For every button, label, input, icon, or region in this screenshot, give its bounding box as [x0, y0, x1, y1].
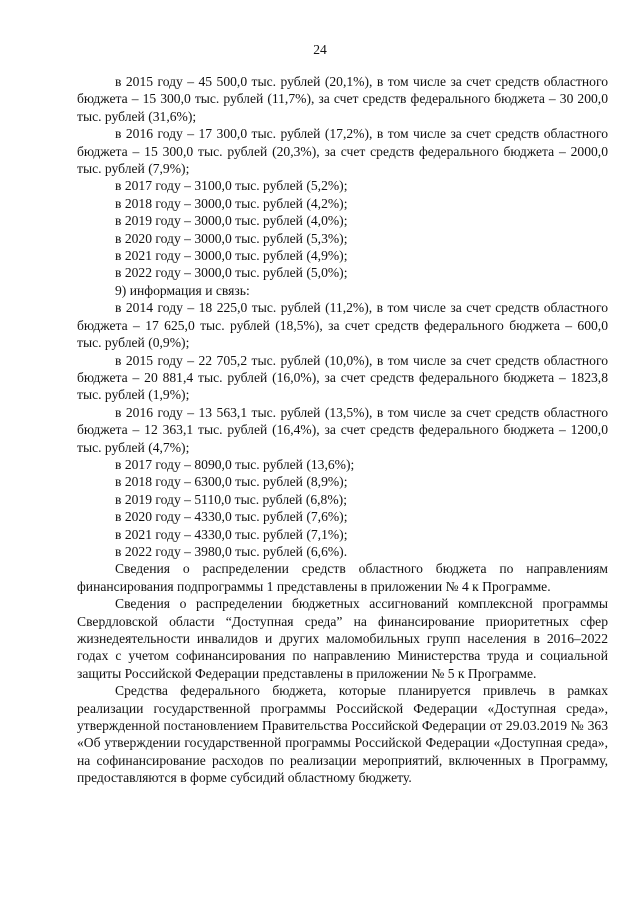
paragraph-info-2019: в 2019 году – 5110,0 тыс. рублей (6,8%); [115, 491, 347, 507]
paragraph-info-2017: в 2017 году – 8090,0 тыс. рублей (13,6%); [115, 456, 355, 472]
paragraph-2022-funding: в 2022 году – 3000,0 тыс. рублей (5,0%); [115, 265, 348, 281]
paragraph-info-2018: в 2018 году – 6300,0 тыс. рублей (8,9%); [115, 474, 348, 490]
paragraph-federal-budget: Средства федерального бюджета, которые планируется привлечь в рамках реализации государственной программы Российской Федерации «Доступная среда», утвержденной постановлением Правительства Российской Федерации от 29.03.2019 № 363 «Об утверждении государственной программы Российской Федерации «Доступная среда», на софинансирование расходов по реализации мероприятий, включенных в Программу, предоставляются в форме субсидий областному бюджету. [77, 683, 608, 786]
paragraph-2016-funding: в 2016 году – 17 300,0 тыс. рублей (17,2%), в том числе за счет средств областного бюджета – 15 300,0 тыс. рублей (20,3%), за счет средств федерального бюджета – 2000,0 тыс. рублей (7,9%); [77, 126, 608, 177]
paragraph-info-2014: в 2014 году – 18 225,0 тыс. рублей (11,2%), в том числе за счет средств областного бюджета – 17 625,0 тыс. рублей (18,5%), за счет средств федерального бюджета – 600,0 тыс. рублей (0,9%); [77, 300, 608, 351]
paragraph-info-2016: в 2016 году – 13 563,1 тыс. рублей (13,5%), в том числе за счет средств областного бюджета – 12 363,1 тыс. рублей (16,4%), за счет средств федерального бюджета – 1200,0 тыс. рублей (4,7%); [77, 404, 608, 455]
paragraph-appendix-4: Сведения о распределении средств областного бюджета по направлениям финансирования подпрограммы 1 представлены в приложении № 4 к Программе. [77, 561, 608, 594]
page-number: 24 [313, 42, 327, 57]
paragraph-2018-funding: в 2018 году – 3000,0 тыс. рублей (4,2%); [115, 195, 348, 211]
paragraph-info-2021: в 2021 году – 4330,0 тыс. рублей (7,1%); [115, 526, 348, 542]
paragraph-info-2020: в 2020 году – 4330,0 тыс. рублей (7,6%); [115, 509, 348, 525]
section-heading-information: 9) информация и связь: [115, 282, 250, 298]
paragraph-2020-funding: в 2020 году – 3000,0 тыс. рублей (5,3%); [115, 230, 348, 246]
paragraph-2019-funding: в 2019 году – 3000,0 тыс. рублей (4,0%); [115, 213, 348, 229]
paragraph-info-2022: в 2022 году – 3980,0 тыс. рублей (6,6%). [115, 543, 348, 559]
document-body [77, 73, 608, 787]
paragraph-info-2015: в 2015 году – 22 705,2 тыс. рублей (10,0%), в том числе за счет средств областного бюджета – 20 881,4 тыс. рублей (16,0%), за счет средств федерального бюджета – 1823,8 тыс. рублей (1,9%); [77, 352, 608, 403]
paragraph-appendix-5: Сведения о распределении бюджетных ассигнований комплексной программы Свердловской области “Доступная среда” на финансирование приоритетных сфер жизнедеятельности инвалидов и других маломобильных групп населения в 2016–2022 годах с учетом софинансирования по направлению Министерства труда и социальной защиты Российской Федерации представлены в приложении № 5 к Программе. [77, 596, 608, 681]
paragraph-2017-funding: в 2017 году – 3100,0 тыс. рублей (5,2%); [115, 178, 348, 194]
paragraph-2021-funding: в 2021 году – 3000,0 тыс. рублей (4,9%); [115, 248, 348, 264]
paragraph-2015-funding: в 2015 году – 45 500,0 тыс. рублей (20,1%), в том числе за счет средств областного бюджета – 15 300,0 тыс. рублей (11,7%), за счет средств федерального бюджета – 30 200,0 тыс. рублей (31,6%); [77, 74, 608, 124]
